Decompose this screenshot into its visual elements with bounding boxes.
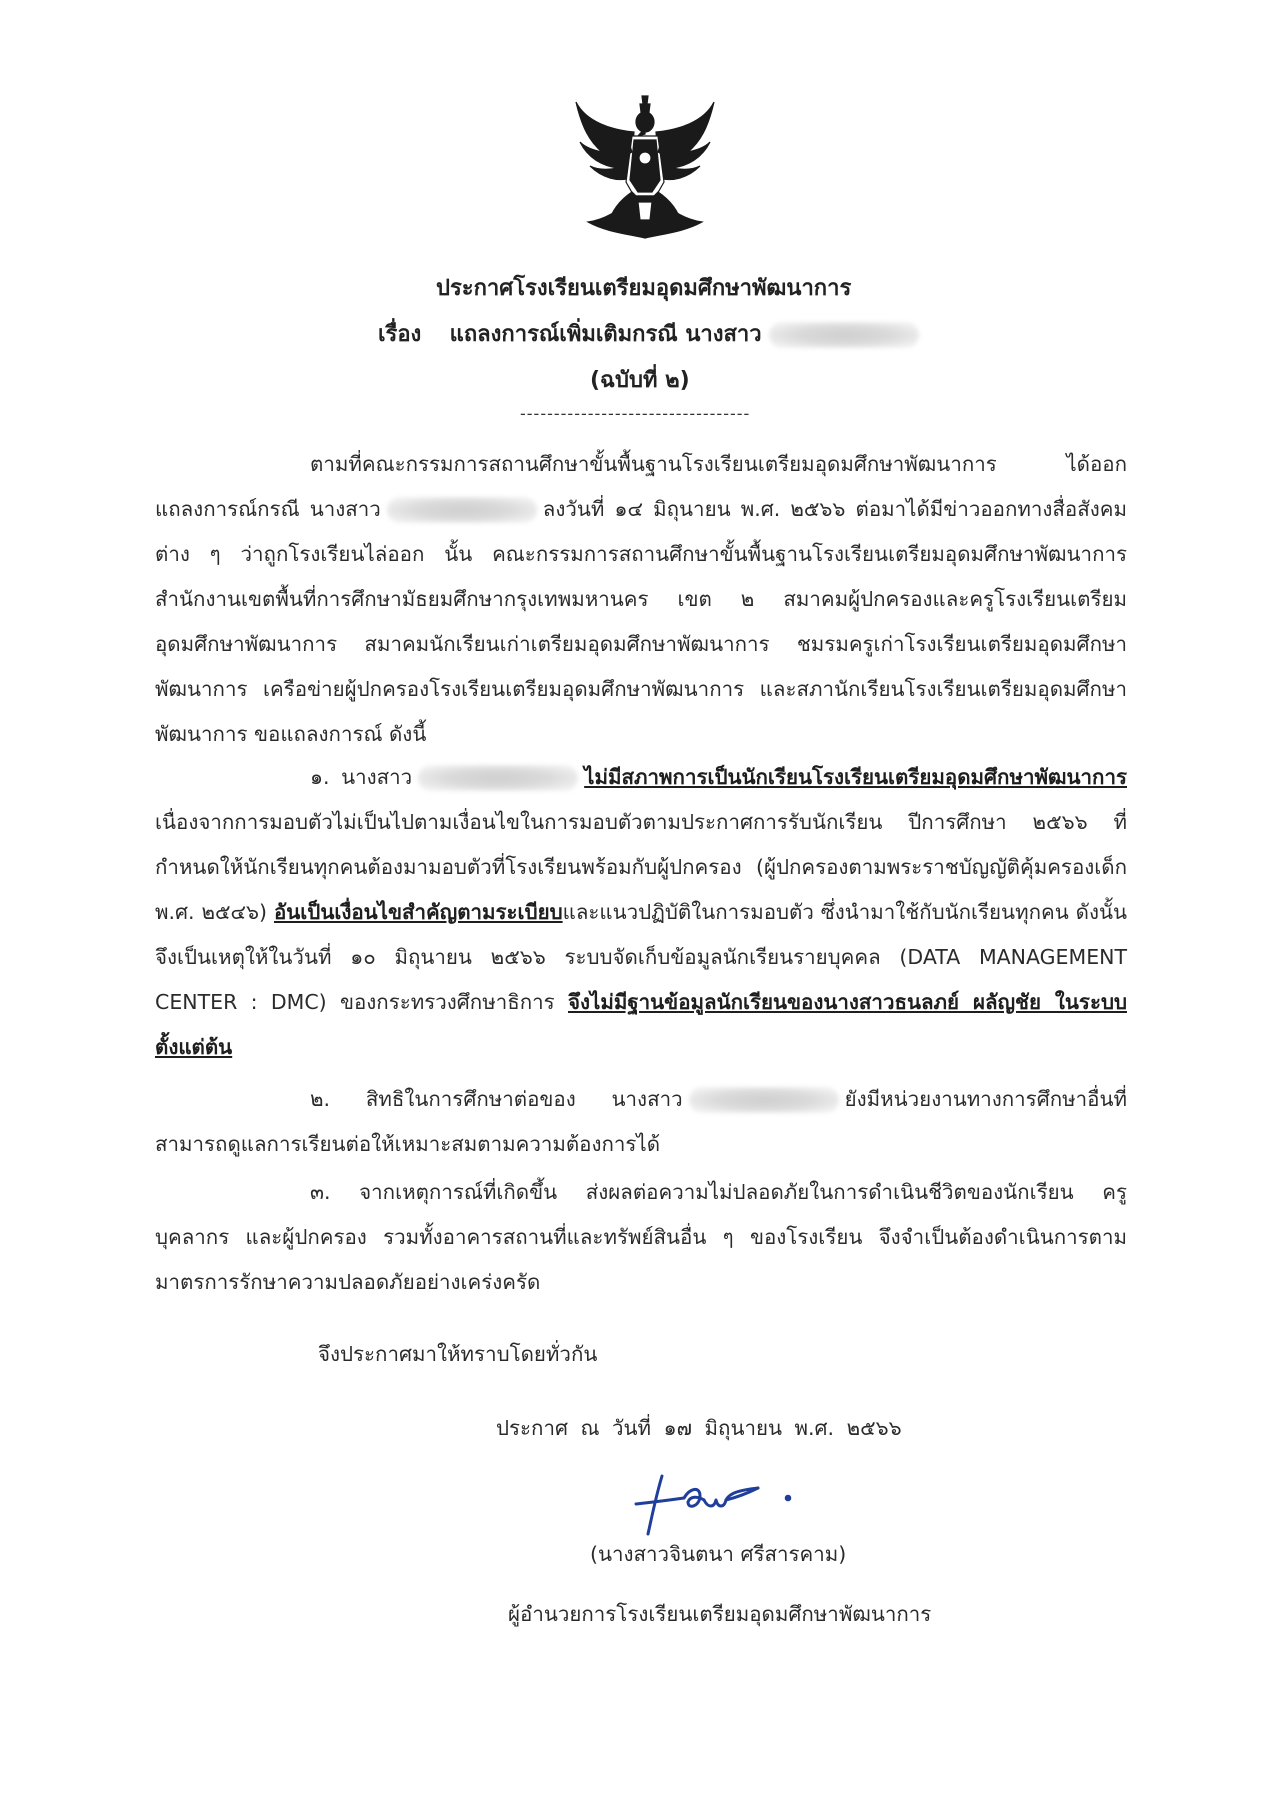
redacted-name bbox=[418, 765, 578, 791]
closing-statement: จึงประกาศมาให้ทราบโดยทั่วกัน bbox=[318, 1342, 598, 1366]
signer-name: (นางสาวจินตนา ศรีสารคาม) bbox=[590, 1542, 847, 1566]
item2-text-a: ๒. สิทธิในการศึกษาต่อของ นางสาว bbox=[310, 1087, 683, 1111]
intro-text-b: ลงวันที่ ๑๔ มิถุนายน พ.ศ. ๒๕๖๖ ต่อมาได้มีข่าวออกทางสื่อสังคมต่าง ๆ ว่าถูกโรงเรียนไล่ออก นั้น คณะกรรมการสถานศึกษาขั้นพื้นฐานโรงเรียนเตรียมอุดมศึกษาพัฒนาการ สำนักงานเขตพื้นที่การศึกษามัธยมศึกษากรุงเทพมหานคร เขต ๒ สมาคมผู้ปกครองและครูโรงเรียนเตรียมอุดมศึกษาพัฒนาการ สมาคมนักเรียนเก่าเตรียมอุดมศึกษาพัฒนาการ ชมรมครูเก่าโรงเรียนเตรียมอุดมศึกษาพัฒนาการ เครือข่ายผู้ปกครองโรงเรียนเตรียมอุดมศึกษาพัฒนาการ และสภานักเรียนโรงเรียนเตรียมอุดมศึกษาพัฒนาการ ขอแถลงการณ์ ดังนี้ bbox=[155, 497, 1127, 746]
item1-bold-condition: อันเป็นเงื่อนไขสำคัญตามระเบียบ bbox=[273, 900, 563, 924]
item2-text-b: ยังมีหน่วยงานทางการศึกษาอื่นที่สามารถดูแลการเรียนต่อให้เหมาะสมตามความต้องการได้ bbox=[155, 1087, 1127, 1156]
signer-position: ผู้อำนวยการโรงเรียนเตรียมอุดมศึกษาพัฒนาการ bbox=[508, 1602, 932, 1626]
item1-text-c: และแนวปฏิบัติในการมอบตัว ซึ่งนำมาใช้กับนักเรียนทุกคน ดังนั้นจึงเป็นเหตุให้ในวันที่ ๑๐ มิถุนายน ๒๕๖๖ ระบบจัดเก็บข้อมูลนักเรียนรายบุคคล (DATA MANAGEMENT CENTER : DMC) ของกระทรวงศึกษาธิการ bbox=[155, 900, 1127, 1014]
subject-text: แถลงการณ์เพิ่มเติมกรณี นางสาว bbox=[449, 322, 762, 347]
divider: ---------------------------------- bbox=[520, 404, 751, 423]
redacted-name bbox=[387, 497, 537, 523]
subject-label: เรื่อง bbox=[378, 322, 422, 347]
edition-label: (ฉบับที่ ๒) bbox=[590, 368, 690, 393]
intro-text-a: ตามที่คณะกรรมการสถานศึกษาขั้นพื้นฐานโรงเรียนเตรียมอุดมศึกษาพัฒนาการ ได้ออกแถลงการณ์กรณี นางสาว bbox=[155, 452, 1127, 521]
item1-text-b: เนื่องจากการมอบตัวไม่เป็นไปตามเงื่อนไขในการมอบตัวตามประกาศการรับนักเรียน ปีการศึกษา ๒๕๖๖ ที่กำหนดให้นักเรียนทุกคนต้องมามอบตัวที่โรงเรียนพร้อมกับผู้ปกครอง (ผู้ปกครองตามพระราชบัญญัติคุ้มครองเด็ก พ.ศ. ๒๕๔๖) bbox=[155, 810, 1127, 924]
announcement-date: ประกาศ ณ วันที่ ๑๗ มิถุนายน พ.ศ. ๒๕๖๖ bbox=[496, 1416, 902, 1440]
signature-icon bbox=[630, 1462, 810, 1542]
item1-bold-no-record: จึงไม่มีฐานข้อมูลนักเรียนของนางสาวธนลภย์ ผลัญชัย ในระบบตั้งแต่ต้น bbox=[155, 990, 1127, 1059]
item1-text-a: ๑. นางสาว bbox=[310, 765, 413, 789]
item-1 bbox=[155, 755, 1127, 1070]
item-3: ๓. จากเหตุการณ์ที่เกิดขึ้น ส่งผลต่อความไม่ปลอดภัยในการดำเนินชีวิตของนักเรียน ครู บุคลากร และผู้ปกครอง รวมทั้งอาคารสถานที่และทรัพย์สินอื่น ๆ ของโรงเรียน จึงจำเป็นต้องดำเนินการตามมาตรการรักษาความปลอดภัยอย่างเคร่งครัด bbox=[155, 1180, 1127, 1294]
subject-line bbox=[378, 316, 919, 351]
redacted-name bbox=[769, 322, 919, 348]
announcement-title: ประกาศโรงเรียนเตรียมอุดมศึกษาพัฒนาการ bbox=[436, 276, 852, 301]
garuda-emblem-icon bbox=[572, 92, 718, 242]
item-2 bbox=[155, 1077, 1127, 1167]
intro-paragraph bbox=[155, 442, 1127, 757]
item1-bold-status: ไม่มีสภาพการเป็นนักเรียนโรงเรียนเตรียมอุดมศึกษาพัฒนาการ bbox=[584, 765, 1127, 789]
redacted-name bbox=[689, 1087, 839, 1113]
